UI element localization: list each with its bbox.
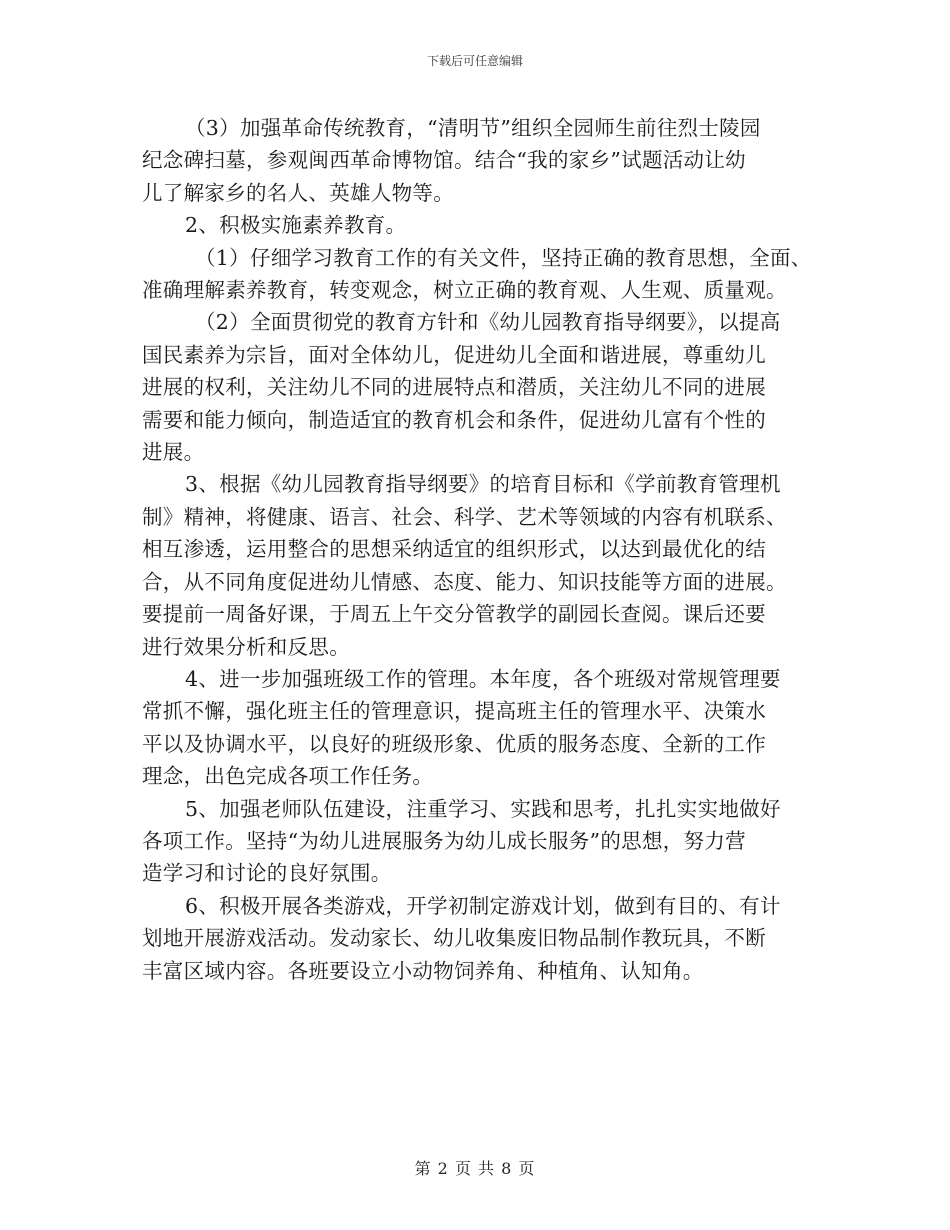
paragraph-line: 国民素养为宗旨，面对全体幼儿，促进幼儿全面和谐进展，尊重幼儿 bbox=[142, 342, 766, 367]
paragraph-line: 丰富区域内容。各班要设立小动物饲养角、种植角、认知角。 bbox=[142, 958, 704, 983]
paragraph-line: 相互渗透，运用整合的思想采纳适宜的组织形式，以达到最优化的结 bbox=[142, 537, 766, 562]
paragraph-line: 要提前一周备好课，于周五上午交分管教学的副园长查阅。课后还要 bbox=[142, 602, 766, 627]
paragraph-line: 4、进一步加强班级工作的管理。本年度，各个班级对常规管理要 bbox=[185, 666, 781, 691]
page-number: 第 2 页 共 8 页 bbox=[414, 1159, 536, 1178]
paragraph-line: 进展。 bbox=[142, 440, 205, 465]
paragraph-line: 3、根据《幼儿园教育指导纲要》的培育目标和《学前教育管理机 bbox=[185, 472, 781, 497]
document-body bbox=[142, 112, 818, 987]
paragraph-line: 6、积极开展各类游戏，开学初制定游戏计划，做到有目的、有计 bbox=[185, 893, 781, 918]
paragraph-line: 制》精神，将健康、语言、社会、科学、艺术等领域的内容有机联系、 bbox=[142, 504, 787, 529]
section-heading: 2、积极实施素养教育。 bbox=[185, 213, 407, 238]
paragraph-line: 进展的权利，关注幼儿不同的进展特点和潜质，关注幼儿不同的进展 bbox=[142, 375, 766, 400]
paragraph-line: 合，从不同角度促进幼儿情感、态度、能力、知识技能等方面的进展。 bbox=[142, 569, 787, 594]
paragraph-line: （3）加强革命传统教育，“清明节”组织全园师生前往烈士陵园 bbox=[185, 116, 761, 140]
page-header-note: 下载后可任意编辑 bbox=[426, 54, 523, 68]
paragraph-line: 准确理解素养教育，转变观念，树立正确的教育观、人生观、质量观。 bbox=[142, 278, 787, 303]
paragraph-line: 各项工作。坚持“为幼儿进展服务为幼儿成长服务”的思想，努力营 bbox=[142, 828, 746, 853]
paragraph-line: 常抓不懈，强化班主任的管理意识，提高班主任的管理水平、决策水 bbox=[142, 699, 766, 724]
paragraph-line: （1）仔细学习教育工作的有关文件，坚持正确的教育思想，全面、 bbox=[195, 245, 812, 270]
paragraph-line: 平以及协调水平，以良好的班级形象、优质的服务态度、全新的工作 bbox=[142, 731, 766, 756]
paragraph-line: 造学习和讨论的良好氛围。 bbox=[142, 861, 392, 886]
paragraph-line: 进行效果分析和反思。 bbox=[142, 634, 350, 659]
paragraph-line: 划地开展游戏活动。发动家长、幼儿收集废旧物品制作教玩具，不断 bbox=[142, 926, 766, 951]
paragraph-line: 需要和能力倾向，制造适宜的教育机会和条件，促进幼儿富有个性的 bbox=[142, 407, 766, 432]
paragraph-line: 儿了解家乡的名人、英雄人物等。 bbox=[142, 180, 454, 205]
paragraph-line: 理念，出色完成各项工作任务。 bbox=[142, 764, 434, 789]
paragraph-line: 5、加强老师队伍建设，注重学习、实践和思考，扎扎实实地做好 bbox=[185, 796, 781, 821]
paragraph-line: （2）全面贯彻党的教育方针和《幼儿园教育指导纲要》，以提高 bbox=[195, 310, 781, 335]
paragraph-line: 纪念碑扫墓，参观闽西革命博物馆。结合“我的家乡”试题活动让幼 bbox=[142, 148, 746, 173]
